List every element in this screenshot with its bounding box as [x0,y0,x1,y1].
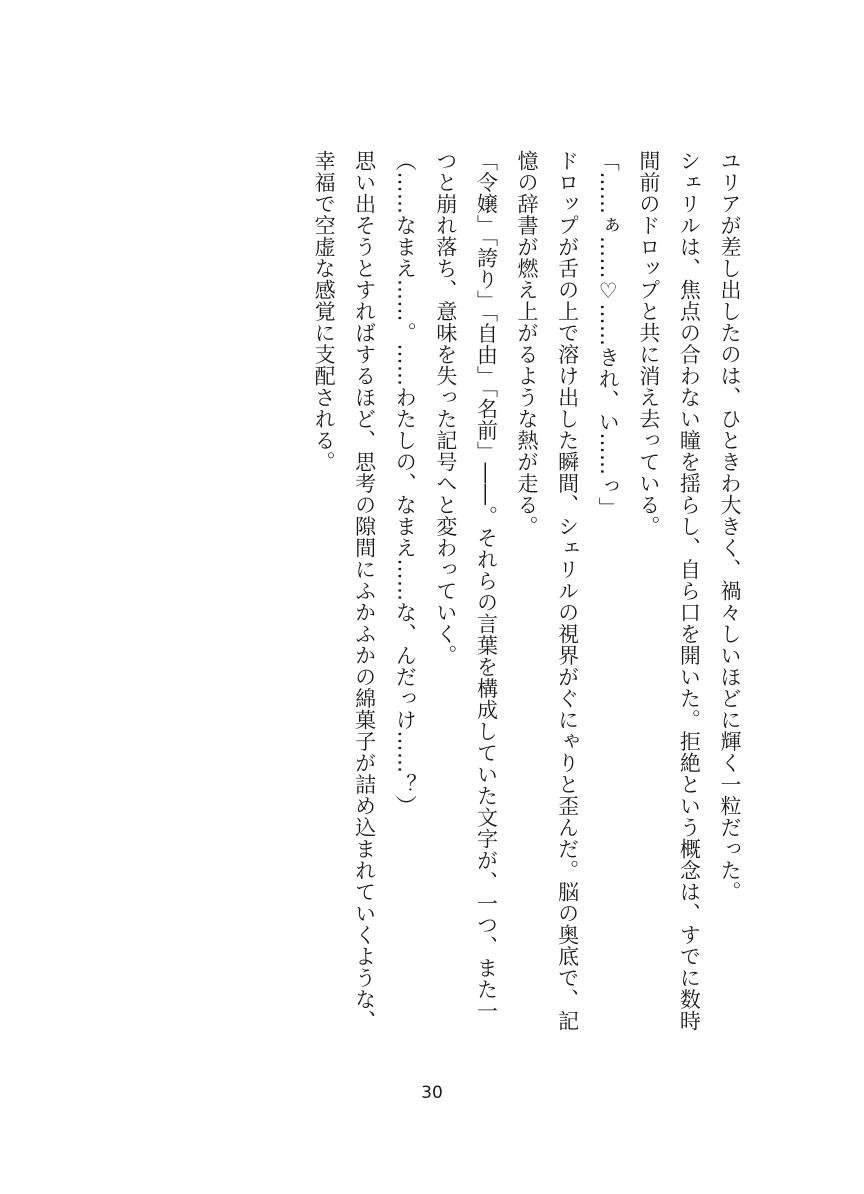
inner-thought-line: （……なまえ……。……わたしの、なまえ……な、んだっけ……？） [393,150,418,817]
vertical-text-body [130,150,750,1050]
text-line: 間前のドロップと共に消え去っている。 [636,150,661,537]
text-line: ドロップが舌の上で溶け出した瞬間、シェリルの視界がぐにゃりと歪んだ。脳の奥底で、記 [555,150,580,1032]
text-line: 憶の辞書が燃え上がるような熱が走る。 [515,150,540,537]
text-line: つと崩れ落ち、意味を失った記号へと変わっていく。 [433,150,458,666]
text-line: ユリアが差し出したのは、ひときわ大きく、禍々しいほどに輝く一粒だった。 [718,150,742,903]
text-line: シェリルは、焦点の合わない瞳を揺らし、自ら口を開いた。拒絶という概念は、すでに数時 [677,150,702,1032]
text-line: 幸福で空虚な感覚に支配される。 [312,150,337,473]
text-line: 思い出そうとすればするほど、思考の隙間にふかふかの綿菓子が詰め込まれていくような、 [352,150,377,1032]
dialogue-line: 「……ぁ……♡……きれ、い……っ」 [596,150,621,519]
page-number: 30 [421,1083,443,1103]
text-line: 「令嬢」「誇り」「自由」「名前」――。それらの言葉を構成していた文字が、一つ、また一 [474,150,499,1022]
